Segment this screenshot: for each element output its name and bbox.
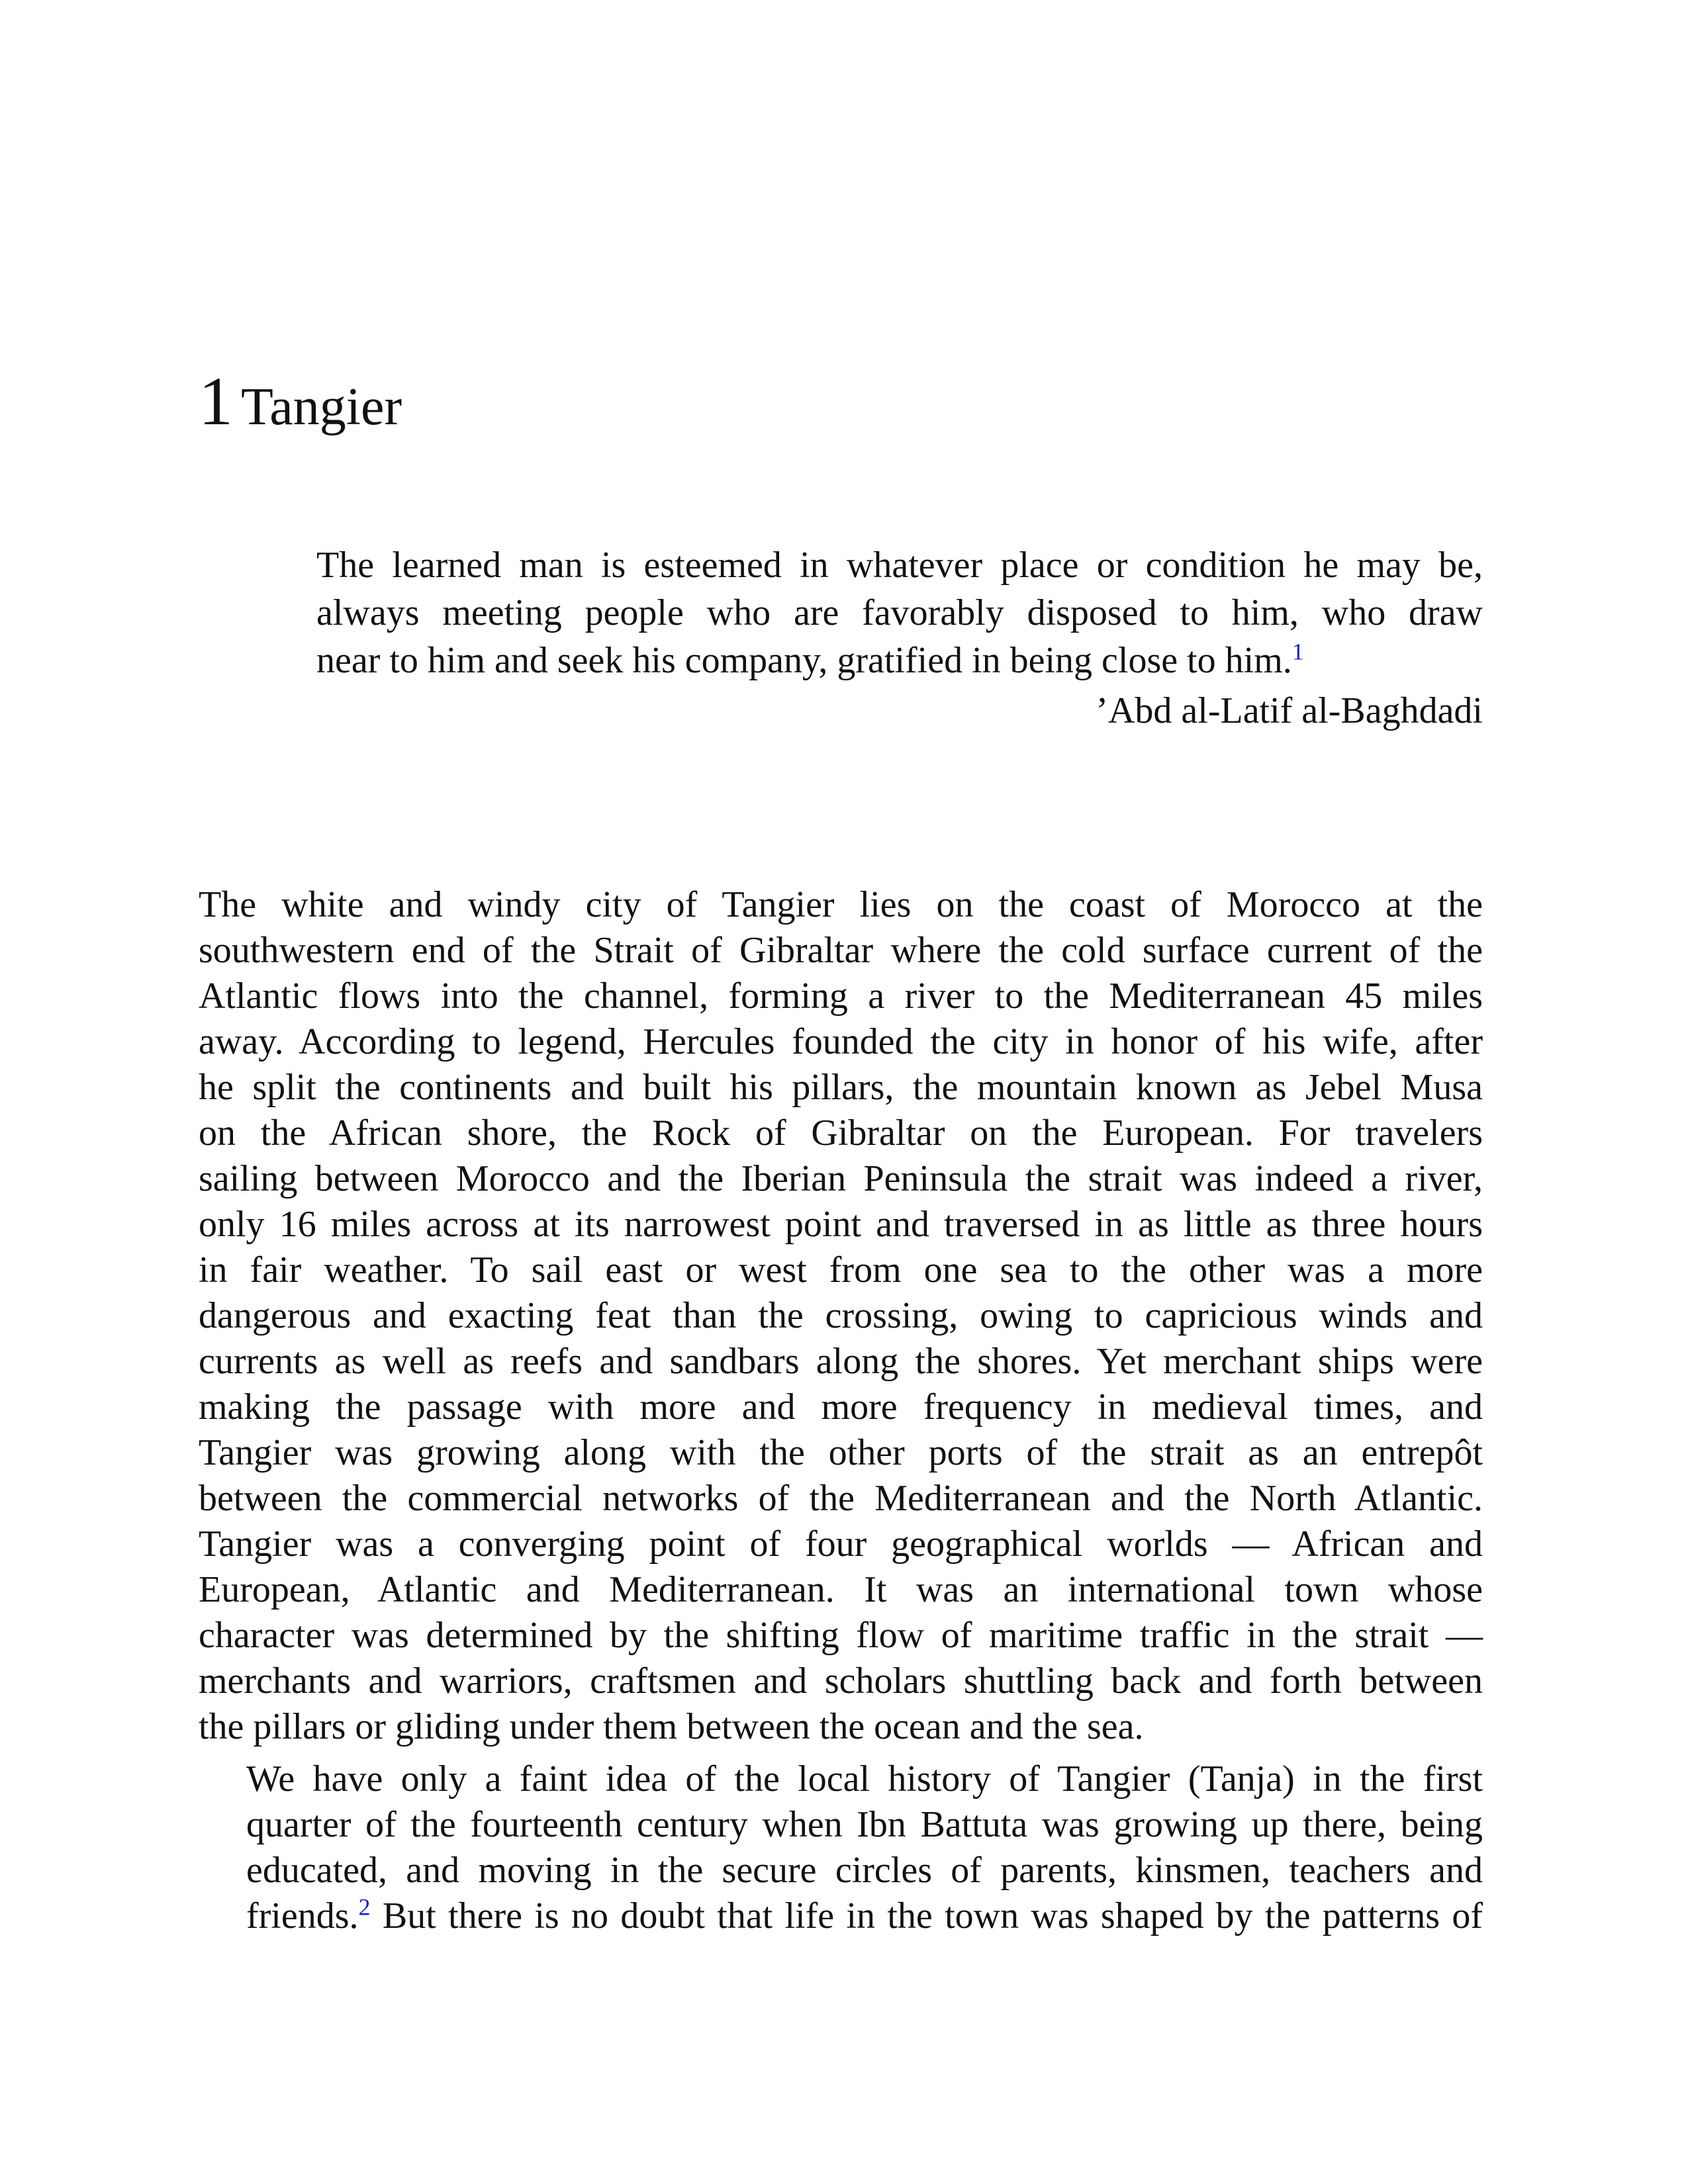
text-line: away. According to legend, Hercules founded the city in honor of his wife, after <box>199 1021 1483 1062</box>
text-line: merchants and warriors, craftsmen and scholars shuttling back and forth between <box>199 1661 1483 1702</box>
paragraph-2 <box>199 1756 1483 1939</box>
text-fragment: friends. <box>246 1895 359 1936</box>
epigraph-line: always meeting people who are favorably disposed to him, who draw <box>316 592 1483 633</box>
footnote-reference-1[interactable]: 1 <box>1291 638 1304 665</box>
text-line: educated, and moving in the secure circles of parents, kinsmen, teachers and <box>246 1850 1483 1891</box>
text-line: sailing between Morocco and the Iberian Peninsula the strait was indeed a river, <box>199 1158 1483 1199</box>
text-line: quarter of the fourteenth century when Ibn Battuta was growing up there, being <box>246 1804 1483 1845</box>
text-line: dangerous and exacting feat than the crossing, owing to capricious winds and <box>199 1295 1483 1336</box>
chapter-number: 1 <box>199 363 233 439</box>
text-line: southwestern end of the Strait of Gibraltar where the cold surface current of the <box>199 930 1483 971</box>
footnote-reference-2[interactable]: 2 <box>358 1893 371 1921</box>
text-line: the pillars or gliding under them between the ocean and the sea. <box>199 1706 1144 1747</box>
text-fragment: But there is no doubt that life in the town was shaped by the patterns of <box>370 1895 1483 1936</box>
epigraph-quote <box>316 541 1483 684</box>
text-line: only 16 miles across at its narrowest point and traversed in as little as three hours <box>199 1204 1483 1245</box>
body-text <box>199 882 1483 1939</box>
text-line: making the passage with more and more frequency in medieval times, and <box>199 1387 1483 1428</box>
text-line: currents as well as reefs and sandbars along the shores. Yet merchant ships were <box>199 1341 1483 1382</box>
epigraph-line: The learned man is esteemed in whatever place or condition he may be, <box>316 545 1483 586</box>
paragraph-1 <box>199 882 1483 1750</box>
epigraph-line <box>316 637 1483 684</box>
epigraph-line-text: near to him and seek his company, gratified in being close to him. <box>316 640 1292 681</box>
text-line <box>199 1893 1483 1939</box>
text-line: in fair weather. To sail east or west from one sea to the other was a more <box>199 1250 1483 1291</box>
text-line: Atlantic flows into the channel, forming a river to the Mediterranean 45 miles <box>199 976 1483 1017</box>
text-line: between the commercial networks of the Mediterranean and the North Atlantic. <box>199 1478 1483 1519</box>
text-line: Tangier was growing along with the other ports of the strait as an entrepôt <box>199 1432 1483 1473</box>
chapter-title: Tangier <box>241 378 402 436</box>
text-line: The white and windy city of Tangier lies on the coast of Morocco at the <box>199 884 1483 925</box>
text-line: on the African shore, the Rock of Gibraltar on the European. For travelers <box>199 1113 1483 1154</box>
chapter-heading <box>199 363 402 439</box>
text-line: he split the continents and built his pillars, the mountain known as Jebel Musa <box>199 1067 1483 1108</box>
text-line: European, Atlantic and Mediterranean. It was an international town whose <box>199 1569 1483 1610</box>
text-line: We have only a faint idea of the local history of Tangier (Tanja) in the first <box>246 1758 1483 1799</box>
text-line: character was determined by the shifting flow of maritime traffic in the strait — <box>199 1615 1483 1656</box>
epigraph <box>316 541 1483 737</box>
text-line: Tangier was a converging point of four geographical worlds — African and <box>199 1524 1483 1565</box>
epigraph-attribution: ’Abd al-Latif al-Baghdadi <box>1096 690 1483 731</box>
